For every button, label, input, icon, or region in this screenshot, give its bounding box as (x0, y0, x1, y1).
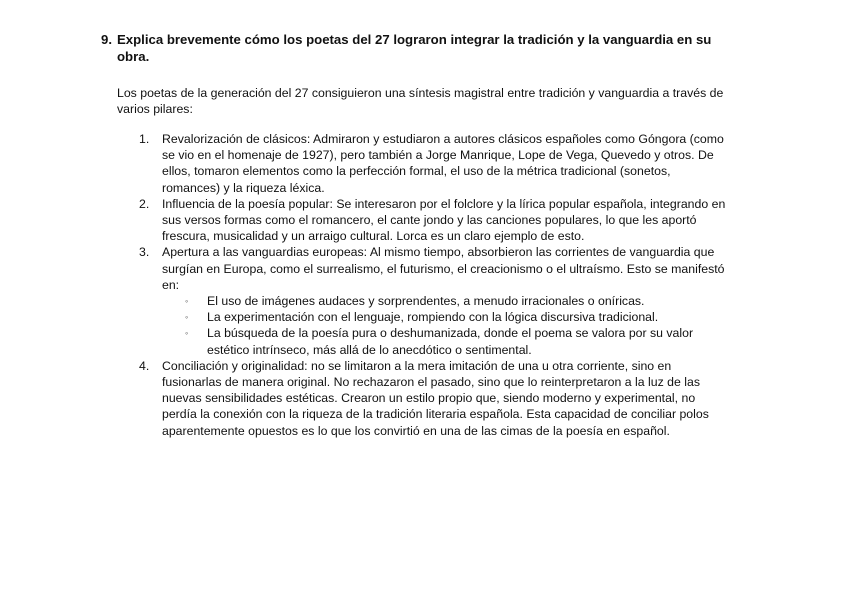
list-item-number: 3. (139, 245, 150, 260)
hollow-bullet-icon: ◦ (185, 328, 189, 339)
list-item-text: Conciliación y originalidad: no se limitaron a la mera imitación de una u otra corriente, sino en fusionarlas de manera original. No rechazaron el pasado, sino que lo reinterpretaron a la luz de las nuevas sensibilidades estéticas. Crearon un estilo propio que, siendo moderno y experimental, no perdía la conexión con la riqueza de la tradición literaria española. Esta capacidad de conciliar polos aparentemente opuestos es lo que los convirtió en una de las cimas de la poesía en español. (162, 358, 709, 438)
question-heading (101, 31, 741, 65)
list-item (117, 358, 727, 439)
list-item (117, 196, 727, 245)
sub-list-item-text: La experimentación con el lenguaje, rompiendo con la lógica discursiva tradicional. (207, 310, 659, 325)
list-item-number: 1. (139, 132, 150, 146)
sub-list-item (162, 293, 727, 309)
intro-paragraph: Los poetas de la generación del 27 consiguieron una síntesis magistral entre tradición y vanguardia a través de varios pilares: (117, 86, 724, 116)
question-number: 9. (101, 32, 112, 47)
question-text: Explica brevemente cómo los poetas del 27 lograron integrar la tradición y la vanguardia en su obra. (117, 32, 712, 64)
hollow-bullet-icon: ◦ (185, 312, 189, 323)
list-item (117, 131, 727, 196)
sub-list-item (162, 325, 727, 357)
list-item-text: Revalorización de clásicos: Admiraron y estudiaron a autores clásicos españoles como Góngora (como se vio en el homenaje de 1927), pero también a Jorge Manrique, Lope de Vega, Quevedo y otros. De ellos, tomaron elementos como la perfección formal, el uso de la métrica tradicional (sonetos, romances) y la riqueza léxica. (162, 132, 724, 195)
list-item-number: 4. (139, 358, 150, 373)
list-item (117, 244, 727, 357)
sub-list (162, 293, 727, 358)
list-item-number: 2. (139, 196, 150, 211)
sub-list-item-text: La búsqueda de la poesía pura o deshumanizada, donde el poema se valora por su valor estético intrínseco, más allá de lo anecdótico o sentimental. (207, 326, 694, 357)
list-item-text: Apertura a las vanguardias europeas: Al mismo tiempo, absorbieron las corrientes de vanguardia que surgían en Europa, como el surrealismo, el futurismo, el creacionismo o el ultraísmo. Esto se manifestó en: (162, 245, 725, 292)
pillars-list (117, 131, 727, 439)
sub-list-item-text: El uso de imágenes audaces y sorprendentes, a menudo irracionales o oníricas. (207, 294, 645, 309)
list-item-text: Influencia de la poesía popular: Se interesaron por el folclore y la lírica popular española, integrando en sus versos formas como el romancero, el cante jondo y las canciones populares, lo que les aportó frescura, musicalidad y un arraigo cultural. Lorca es un claro ejemplo de esto. (162, 196, 726, 244)
hollow-bullet-icon: ◦ (185, 296, 189, 307)
sub-list-item (162, 309, 727, 325)
